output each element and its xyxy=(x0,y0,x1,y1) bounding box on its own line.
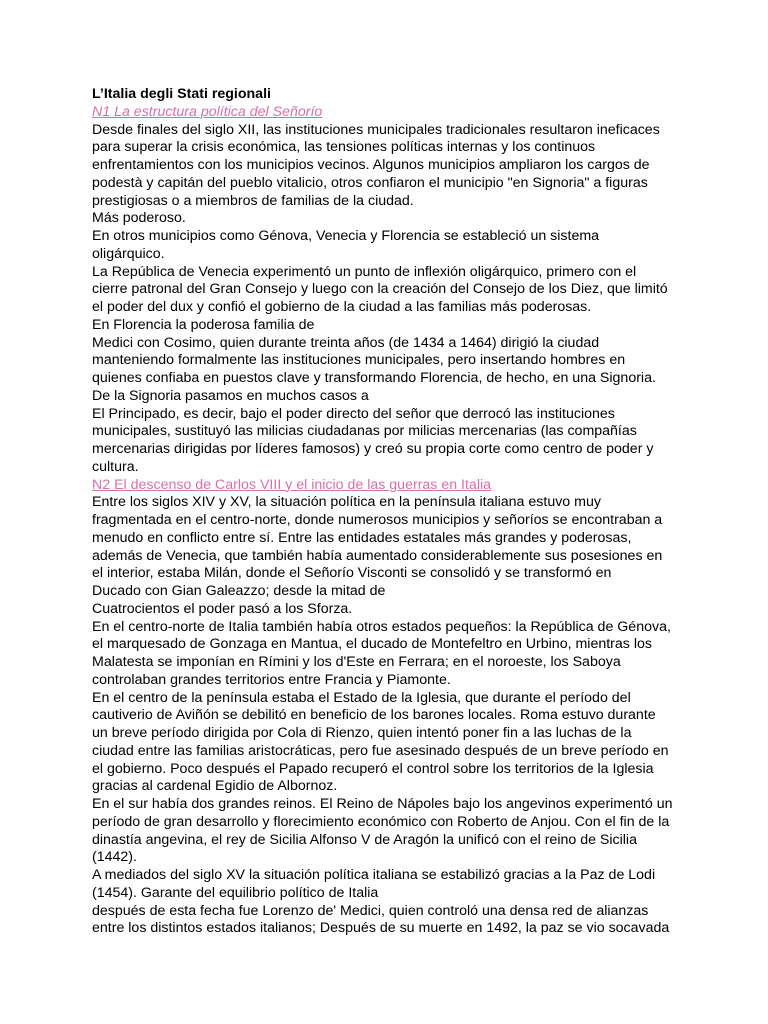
body-text-line: cultura. xyxy=(92,458,139,475)
document-title: L’Italia degli Stati regionali xyxy=(92,86,271,102)
body-text-line: el marquesado de Gonzaga en Mantua, el ducado de Montefeltro en Urbino, mientras los xyxy=(92,636,652,653)
document-page xyxy=(92,86,682,938)
section-heading: N2 El descenso de Carlos VIII y el inicio de las guerras en Italia xyxy=(92,476,492,493)
body-text-line: Entre los siglos XIV y XV, la situación política en la península italiana estuvo muy xyxy=(92,494,601,511)
body-text-line: período de gran desarrollo y florecimiento económico con Roberto de Anjou. Con el fin de la xyxy=(92,813,670,830)
body-text-line: En el centro de la península estaba el Estado de la Iglesia, que durante el período del xyxy=(92,689,631,706)
body-text-line: después de esta fecha fue Lorenzo de' Medici, quien controló una densa red de alianzas xyxy=(92,902,649,919)
body-text-line: el gobierno. Poco después el Papado recuperó el control sobre los territorios de la Iglesia xyxy=(92,760,654,777)
body-text-line: En el centro-norte de Italia también había otros estados pequeños: la República de Génova, xyxy=(92,618,671,635)
body-text-line: menudo en conflicto entre sí. Entre las entidades estatales más grandes y poderosas, xyxy=(92,529,632,546)
body-text-line: prestigiosas o a miembros de familias de la ciudad. xyxy=(92,192,414,209)
body-text-line: Medici con Cosimo, quien durante treinta años (de 1434 a 1464) dirigió la ciudad xyxy=(92,334,600,351)
body-text-line: controlaban grandes territorios entre Francia y Piamonte. xyxy=(92,671,451,688)
body-text-line: (1454). Garante del equilibrio político de Italia xyxy=(92,884,379,901)
body-text-line: municipales, sustituyó las milicias ciudadanas por milicias mercenarias (las compañías xyxy=(92,423,637,440)
body-text-line: (1442). xyxy=(92,849,137,866)
body-text-line: Cuatrocientos el poder pasó a los Sforza. xyxy=(92,600,353,617)
body-text-line: En el sur había dos grandes reinos. El Reino de Nápoles bajo los angevinos experimentó un xyxy=(92,796,673,812)
body-text-line: el interior, estaba Milán, donde el Señorío Visconti se consolidó y se transformó en xyxy=(92,565,612,582)
body-text-line: entre los distintos estados italianos; Después de su muerte en 1492, la paz se vio socavada xyxy=(92,920,670,937)
body-text-line: fragmentada en el centro-norte, donde numerosos municipios y señoríos se encontraban a xyxy=(92,512,663,528)
body-text-line: el poder del dux y confió el gobierno de la ciudad a las familias más poderosas. xyxy=(92,299,592,315)
body-text-line: La República de Venecia experimentó un punto de inflexión oligárquico, primero con el xyxy=(92,263,637,280)
body-text-line: ciudad entre las familias aristocráticas, pero fue asesinado después de un breve período en xyxy=(92,742,669,759)
body-text-line: oligárquico. xyxy=(92,245,165,262)
body-text-line: Desde finales del siglo XII, las instituciones municipales tradicionales resultaron ineficaces xyxy=(92,121,660,138)
body-text-line: El Principado, es decir, bajo el poder directo del señor que derrocó las instituciones xyxy=(92,405,615,422)
body-text-line: cautiverio de Aviñón se debilitó en beneficio de los barones locales. Roma estuvo durante xyxy=(92,707,656,724)
body-text-line: podestà y capitán del pueblo vitalicio, otros confiaron el municipio "en Signoria" a figuras xyxy=(92,174,648,191)
body-text-line: Ducado con Gian Galeazzo; desde la mitad de xyxy=(92,583,386,599)
document-body xyxy=(92,104,682,938)
body-text-line: En Florencia la poderosa familia de xyxy=(92,316,315,333)
body-text-line: A mediados del siglo XV la situación política italiana se estabilizó gracias a la Paz de Lodi xyxy=(92,867,656,883)
body-text-line: un breve período dirigida por Cola di Rienzo, quien intentó poner fin a las luchas de la xyxy=(92,725,632,741)
body-text-line: dinastía angevina, el rey de Sicilia Alfonso V de Aragón la unificó con el reino de Sicilia xyxy=(92,831,637,848)
body-text-line: gracias al cardenal Egidio de Albornoz. xyxy=(92,778,338,795)
body-text-line: mercenarias dirigidas por líderes famosos) y creó su propia corte como centro de poder y xyxy=(92,441,654,457)
body-text-line: para superar la crisis económica, las tensiones políticas internas y los continuos xyxy=(92,139,596,156)
section-heading: N1 La estructura política del Señorío xyxy=(92,103,323,120)
body-text-line: además de Venecia, que también había aumentado considerablemente sus posesiones en xyxy=(92,547,663,564)
body-text-line: De la Signoria pasamos en muchos casos a xyxy=(92,387,369,404)
body-text-line: enfrentamientos con los municipios vecinos. Algunos municipios ampliaron los cargos de xyxy=(92,157,650,173)
body-text-line: En otros municipios como Génova, Venecia y Florencia se estableció un sistema xyxy=(92,228,600,244)
body-text-line: Malatesta se imponían en Rímini y los d'Este en Ferrara; en el noroeste, los Saboya xyxy=(92,654,621,670)
body-text-line: cierre patronal del Gran Consejo y luego con la creación del Consejo de los Diez, que limitó xyxy=(92,281,668,298)
body-text-line: quienes confiaba en puestos clave y transformando Florencia, de hecho, en una Signoria. xyxy=(92,370,656,386)
body-text-line: Más poderoso. xyxy=(92,210,186,227)
body-text-line: manteniendo formalmente las instituciones municipales, pero insertando hombres en xyxy=(92,352,626,369)
